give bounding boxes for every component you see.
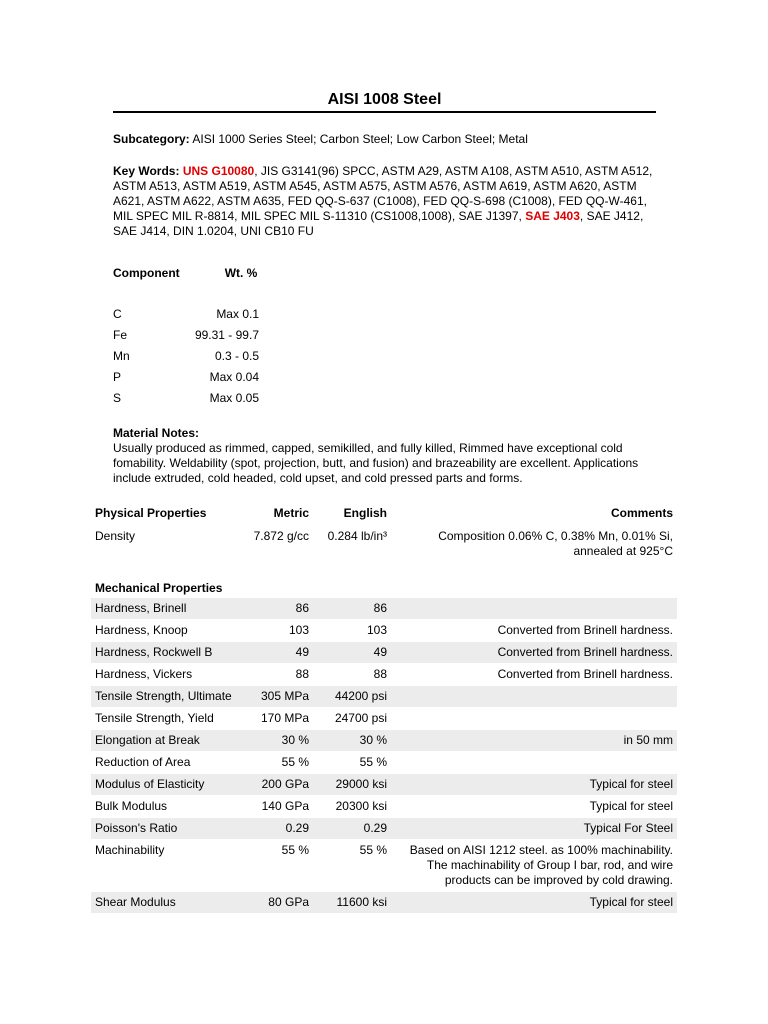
metric-value: 170 MPa bbox=[243, 708, 313, 730]
keywords-paragraph bbox=[113, 164, 658, 239]
table-row bbox=[91, 752, 677, 774]
component-name: P bbox=[113, 369, 122, 384]
property-name: Modulus of Elasticity bbox=[91, 774, 243, 796]
english-value: 24700 psi bbox=[313, 708, 391, 730]
component-wt: Max 0.04 bbox=[209, 369, 259, 384]
comment bbox=[391, 752, 677, 774]
component-name: Fe bbox=[113, 328, 128, 343]
metric-value: 7.872 g/cc bbox=[243, 526, 313, 563]
table-row bbox=[91, 598, 677, 620]
property-name: Machinability bbox=[91, 840, 243, 892]
table-row bbox=[91, 818, 677, 840]
subcategory-line bbox=[113, 132, 673, 147]
english-value: 20300 ksi bbox=[313, 796, 391, 818]
table-row bbox=[91, 708, 677, 730]
mechanical-header-row bbox=[91, 579, 677, 598]
comment: Converted from Brinell hardness. bbox=[391, 642, 677, 664]
table-row bbox=[91, 774, 677, 796]
component-name: Mn bbox=[113, 349, 130, 364]
component-wt: 0.3 - 0.5 bbox=[214, 349, 259, 364]
table-row bbox=[91, 796, 677, 818]
keywords-label: Key Words: bbox=[113, 164, 180, 178]
property-name: Reduction of Area bbox=[91, 752, 243, 774]
metric-value: 55 % bbox=[243, 840, 313, 892]
comment: Converted from Brinell hardness. bbox=[391, 620, 677, 642]
component-wt: Max 0.1 bbox=[216, 307, 259, 322]
metric-value: 49 bbox=[243, 642, 313, 664]
component-wt: Max 0.05 bbox=[209, 390, 259, 405]
metric-value: 55 % bbox=[243, 752, 313, 774]
comment: Converted from Brinell hardness. bbox=[391, 664, 677, 686]
property-name: Density bbox=[91, 526, 243, 563]
subcategory-label: Subcategory: bbox=[113, 132, 190, 146]
property-name: Elongation at Break bbox=[91, 730, 243, 752]
metric-value: 140 GPa bbox=[243, 796, 313, 818]
metric-value: 200 GPa bbox=[243, 774, 313, 796]
metric-heading: Metric bbox=[273, 506, 309, 520]
table-row bbox=[91, 730, 677, 752]
composition-row bbox=[113, 367, 273, 388]
subcategory-value: AISI 1000 Series Steel; Carbon Steel; Low Carbon Steel; Metal bbox=[192, 132, 528, 146]
english-value: 30 % bbox=[313, 730, 391, 752]
page-title: AISI 1008 Steel bbox=[113, 92, 656, 113]
keyword-uns-link[interactable]: UNS G10080 bbox=[182, 164, 255, 178]
comment: Typical For Steel bbox=[391, 818, 677, 840]
properties-table bbox=[91, 505, 677, 914]
composition-row bbox=[113, 325, 273, 346]
metric-value: 86 bbox=[243, 598, 313, 620]
property-name: Bulk Modulus bbox=[91, 796, 243, 818]
english-value: 86 bbox=[313, 598, 391, 620]
table-row bbox=[91, 840, 677, 892]
comment: Based on AISI 1212 steel. as 100% machinability. The machinability of Group I bar, rod, and wire products can be improved by cold drawing. bbox=[391, 840, 677, 892]
composition-row bbox=[113, 305, 273, 326]
english-value: 0.29 bbox=[313, 818, 391, 840]
physical-properties-heading: Physical Properties bbox=[95, 506, 207, 520]
comment: Typical for steel bbox=[391, 774, 677, 796]
keywords-text-1: , JIS G3141(96) SPCC, ASTM A29, ASTM A108, ASTM A510, ASTM A512, ASTM A513, ASTM A519, ASTM A545, ASTM A575, ASTM A576, ASTM A619, ASTM A620, ASTM A621, ASTM A622, ASTM A635, FED QQ-S-637 (C1008), FED QQ-S-698 (C1008), FED QQ-W-461, MIL SPEC MIL R-8814, MIL SPEC MIL S-11310 (CS1008,1008), SAE J1397, bbox=[113, 164, 653, 223]
english-value: 88 bbox=[313, 664, 391, 686]
comment: in 50 mm bbox=[391, 730, 677, 752]
table-row bbox=[91, 642, 677, 664]
property-name: Hardness, Knoop bbox=[91, 620, 243, 642]
table-row bbox=[91, 892, 677, 914]
comment: Typical for steel bbox=[391, 892, 677, 914]
metric-value: 30 % bbox=[243, 730, 313, 752]
material-notes-text: Usually produced as rimmed, capped, semikilled, and fully killed, Rimmed have exceptional cold fomability. Weldability (spot, projection, butt, and fusion) and brazeability are excellent. Applications include extruded, cold headed, cold upset, and cold pressed parts and forms. bbox=[113, 441, 639, 485]
comments-heading: Comments bbox=[610, 506, 673, 520]
table-row bbox=[91, 686, 677, 708]
property-name: Tensile Strength, Yield bbox=[91, 708, 243, 730]
table-row bbox=[91, 620, 677, 642]
metric-value: 88 bbox=[243, 664, 313, 686]
composition-table bbox=[113, 263, 273, 409]
english-value: 55 % bbox=[313, 752, 391, 774]
keyword-sae-link[interactable]: SAE J403 bbox=[525, 209, 580, 223]
metric-value: 80 GPa bbox=[243, 892, 313, 914]
comment bbox=[391, 598, 677, 620]
material-notes bbox=[113, 426, 658, 486]
english-value: 11600 ksi bbox=[313, 892, 391, 914]
component-name: S bbox=[113, 390, 122, 405]
property-name: Hardness, Vickers bbox=[91, 664, 243, 686]
english-value: 44200 psi bbox=[313, 686, 391, 708]
english-value: 29000 ksi bbox=[313, 774, 391, 796]
property-name: Hardness, Rockwell B bbox=[91, 642, 243, 664]
table-row bbox=[91, 664, 677, 686]
property-name: Hardness, Brinell bbox=[91, 598, 243, 620]
english-value: 0.284 lb/in³ bbox=[313, 526, 391, 563]
comment: Typical for steel bbox=[391, 796, 677, 818]
composition-header-row bbox=[113, 263, 273, 284]
property-name: Poisson's Ratio bbox=[91, 818, 243, 840]
english-heading: English bbox=[343, 506, 387, 520]
mechanical-properties-heading: Mechanical Properties bbox=[95, 581, 223, 595]
comment: Composition 0.06% C, 0.38% Mn, 0.01% Si, annealed at 925°C bbox=[391, 526, 677, 563]
component-wt: 99.31 - 99.7 bbox=[194, 328, 259, 343]
english-value: 49 bbox=[313, 642, 391, 664]
composition-header-component: Component bbox=[113, 265, 180, 280]
english-value: 103 bbox=[313, 620, 391, 642]
composition-row bbox=[113, 346, 273, 367]
composition-header-wt: Wt. % bbox=[224, 265, 258, 280]
comment bbox=[391, 686, 677, 708]
property-name: Tensile Strength, Ultimate bbox=[91, 686, 243, 708]
table-row bbox=[91, 526, 677, 563]
metric-value: 305 MPa bbox=[243, 686, 313, 708]
physical-header-row bbox=[91, 505, 677, 526]
english-value: 55 % bbox=[313, 840, 391, 892]
metric-value: 103 bbox=[243, 620, 313, 642]
component-name: C bbox=[113, 307, 122, 322]
comment bbox=[391, 708, 677, 730]
title-block bbox=[113, 92, 656, 113]
material-notes-label: Material Notes: bbox=[113, 426, 200, 440]
metric-value: 0.29 bbox=[243, 818, 313, 840]
property-name: Shear Modulus bbox=[91, 892, 243, 914]
composition-row bbox=[113, 388, 273, 409]
keywords-text-2: , SAE J412, SAE J414, DIN 1.0204, UNI CB10 FU bbox=[113, 209, 644, 238]
